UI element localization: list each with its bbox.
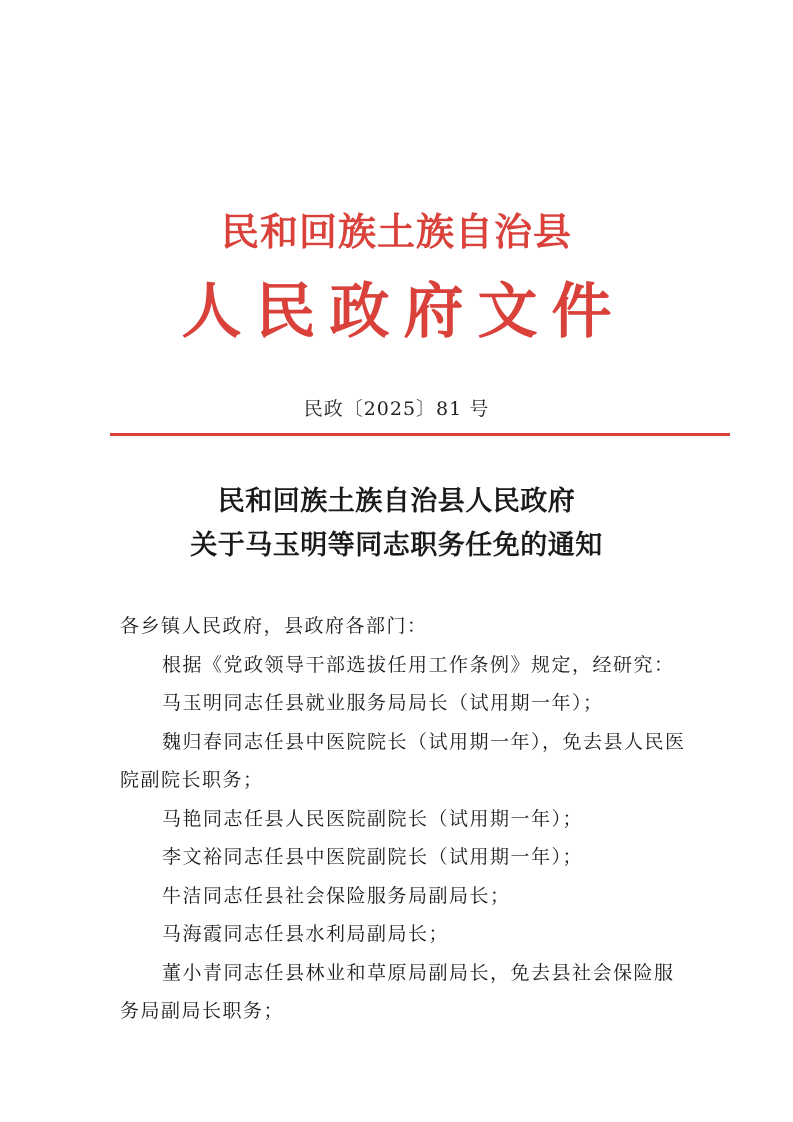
body-paragraph: 马海霞同志任县水利局副局长；	[162, 923, 450, 945]
body-paragraph: 根据《党政领导干部选拔任用工作条例》规定，经研究：	[162, 653, 675, 676]
title-line-1: 民和回族土族自治县人民政府	[217, 486, 576, 517]
body-paragraph: 马玉明同志任县就业服务局局长（试用期一年）；	[162, 692, 604, 714]
body-paragraph: 魏归春同志任县中医院院长（试用期一年），免去县人民医院副院长职务；	[120, 730, 686, 791]
body-paragraph: 牛洁同志任县社会保险服务局副局长；	[162, 884, 511, 907]
body-paragraph: 董小青同志任县林业和草原局副局长，免去县社会保险服务局副局长职务；	[120, 961, 675, 1022]
body-paragraph: 马艳同志任县人民医院副院长（试用期一年）；	[162, 807, 584, 830]
document-number: 民政〔2025〕81 号	[303, 398, 490, 420]
document-title	[0, 480, 793, 568]
document-body	[120, 607, 690, 1031]
salutation: 各乡镇人民政府，县政府各部门：	[120, 615, 428, 637]
red-divider-line	[110, 433, 730, 436]
document-type-heading: 人民政府文件	[181, 277, 626, 347]
issuing-organization: 民和回族土族自治县	[220, 209, 572, 254]
title-line-2: 关于马玉明等同志职务任免的通知	[190, 530, 603, 561]
body-paragraph: 李文裕同志任县中医院副院长（试用期一年）；	[162, 846, 584, 868]
